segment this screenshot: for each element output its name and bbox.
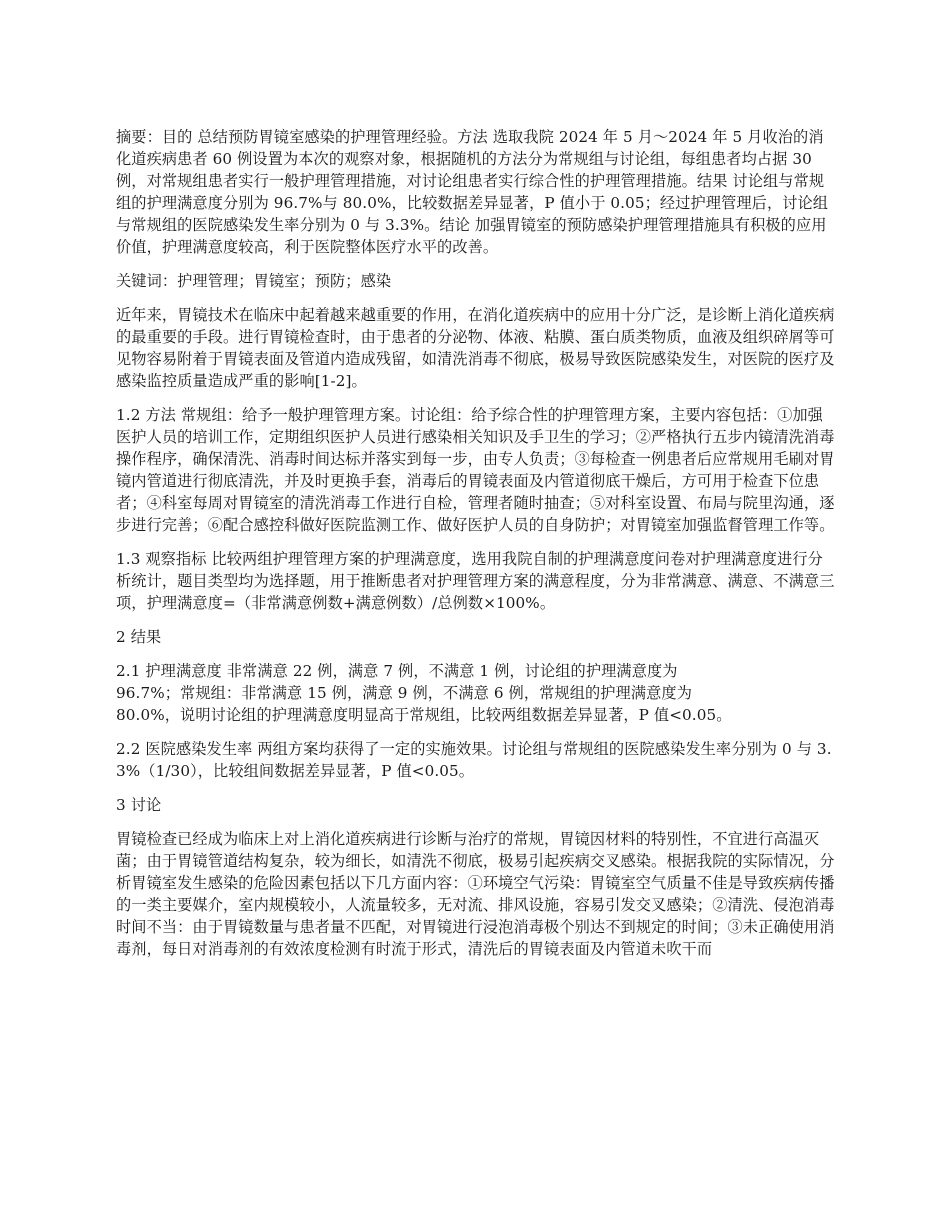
method-section-1-3: 1.3 观察指标 比较两组护理管理方案的护理满意度，选用我院自制的护理满意度问卷对护理满意度进行分析统计，题目类型均为选择题，用于推断患者对护理管理方案的满意程度，分为非常满意、满意、不满意三项，护理满意度=（非常满意例数+满意例数）/总例数×100%。 xyxy=(116,550,835,612)
keywords-paragraph: 关键词：护理管理；胃镜室；预防；感染 xyxy=(116,272,392,290)
result-section-2-2: 2.2 医院感染发生率 两组方案均获得了一定的实施效果。讨论组与常规组的医院感染发生率分别为 0 与 3.3%（1/30），比较组间数据差异显著，P 值<0.05。 xyxy=(116,740,832,780)
result-section-2-1 xyxy=(116,660,836,726)
discussion-heading: 3 讨论 xyxy=(116,796,162,814)
result-2-1-line: 2.1 护理满意度 非常满意 22 例，满意 7 例，不满意 1 例，讨论组的护理满意度为 xyxy=(116,662,678,680)
discussion-paragraph: 胃镜检查已经成为临床上对上消化道疾病进行诊断与治疗的常规，胃镜因材料的特别性，不宜进行高温灭菌；由于胃镜管道结构复杂，较为细长，如清洗不彻底，极易引起疾病交叉感染。根据我院的实际情况，分析胃镜室发生感染的危险因素包括以下几方面内容：①环境空气污染：胃镜室空气质量不佳是导致疾病传播的一类主要媒介，室内规模较小，人流量较多，无对流、排风设施，容易引发交叉感染；②清洗、侵泡消毒时间不当：由于胃镜数量与患者量不匹配，对胃镜进行浸泡消毒极个别达不到规定的时间；③未正确使用消毒剂，每日对消毒剂的有效浓度检测有时流于形式，清洗后的胃镜表面及内管道未吹干而 xyxy=(116,830,835,958)
result-2-1-line: 96.7%；常规组：非常满意 15 例，满意 9 例，不满意 6 例，常规组的护理满意度为 xyxy=(116,684,692,702)
abstract-paragraph: 摘要：目的 总结预防胃镜室感染的护理管理经验。方法 选取我院 2024 年 5 月～2024 年 5 月收治的消化道疾病患者 60 例设置为本次的观察对象，根据随机的方法分为常规组与讨论组，每组患者均占据 30 例，对常规组患者实行一般护理管理措施，对讨论组患者实行综合性的护理管理措施。结果 讨论组与常规组的护理满意度分别为 96.7%与 80.0%，比较数据差异显著，P 值小于 0.05；经过护理管理后，讨论组与常规组的医院感染发生率分别为 0 与 3.3%。结论 加强胃镜室的预防感染护理管理措施具有积极的应用价值，护理满意度较高，利于医院整体医疗水平的改善。 xyxy=(116,128,829,256)
method-section-1-2: 1.2 方法 常规组：给予一般护理管理方案。讨论组：给予综合性的护理管理方案，主要内容包括：①加强医护人员的培训工作，定期组织医护人员进行感染相关知识及手卫生的学习；②严格执行五步内镜清洗消毒操作程序，确保清洗、消毒时间达标并落实到每一步，由专人负责；③每检查一例患者后应常规用毛刷对胃镜内管道进行彻底清洗，并及时更换手套，消毒后的胃镜表面及内管道彻底干燥后，方可用于检查下位患者；④科室每周对胃镜室的清洗消毒工作进行自检，管理者随时抽查；⑤对科室设置、布局与院里沟通，逐步进行完善；⑥配合感控科做好医院监测工作、做好医护人员的自身防护；对胃镜室加强监督管理工作等。 xyxy=(116,406,835,534)
results-heading: 2 结果 xyxy=(116,628,162,646)
introduction-paragraph: 近年来，胃镜技术在临床中起着越来越重要的作用，在消化道疾病中的应用十分广泛，是诊断上消化道疾病的最重要的手段。进行胃镜检查时，由于患者的分泌物、体液、粘膜、蛋白质类物质，血液及组织碎屑等可见物容易附着于胃镜表面及管道内造成残留，如清洗消毒不彻底，极易导致医院感染发生，对医院的医疗及感染监控质量造成严重的影响[1-2]。 xyxy=(116,306,835,390)
result-2-1-line: 80.0%，说明讨论组的护理满意度明显高于常规组，比较两组数据差异显著，P 值<0.05。 xyxy=(116,706,732,724)
document-body xyxy=(116,126,836,972)
